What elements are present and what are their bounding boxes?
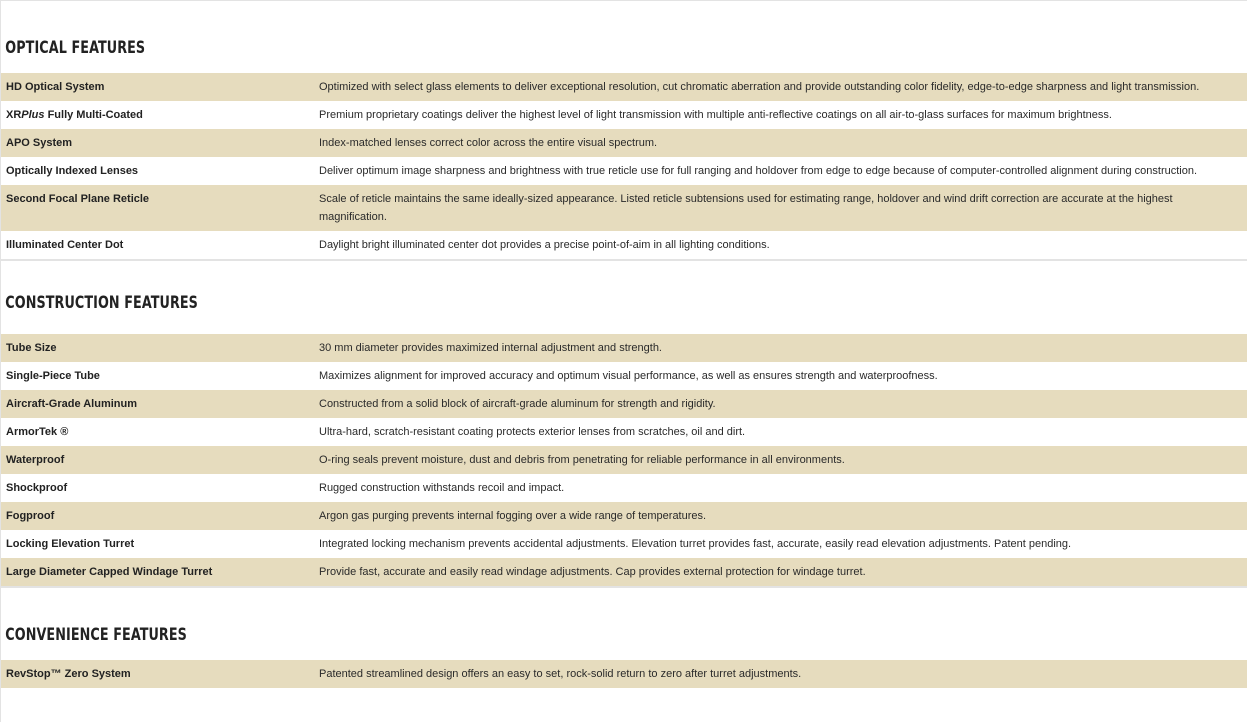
feature-description: Argon gas purging prevents internal fogging over a wide range of temperatures. — [314, 502, 1247, 530]
construction-features-table — [1, 334, 1247, 588]
feature-description: Rugged construction withstands recoil and impact. — [314, 474, 1247, 502]
table-row — [1, 530, 1247, 558]
convenience-features-table — [1, 660, 1247, 688]
table-row — [1, 390, 1247, 418]
feature-name-prefix: XR — [6, 109, 22, 121]
feature-description: Maximizes alignment for improved accuracy and optimum visual performance, as well as ensures strength and waterproofness. — [314, 362, 1247, 390]
feature-name: Second Focal Plane Reticle — [1, 185, 314, 231]
construction-features-section — [1, 261, 1247, 588]
feature-description: Ultra-hard, scratch-resistant coating protects exterior lenses from scratches, oil and dirt. — [314, 418, 1247, 446]
table-row — [1, 660, 1247, 688]
feature-name: Locking Elevation Turret — [1, 530, 314, 558]
feature-name: Shockproof — [1, 474, 314, 502]
feature-description: O-ring seals prevent moisture, dust and debris from penetrating for reliable performance in all environments. — [314, 446, 1247, 474]
table-row — [1, 362, 1247, 390]
section-title-convenience: CONVENIENCE FEATURES — [5, 625, 187, 644]
feature-name: Tube Size — [1, 334, 314, 362]
feature-name — [1, 101, 314, 129]
feature-description: Scale of reticle maintains the same ideally-sized appearance. Listed reticle subtensions used for estimating range, holdover and wind drift correction are accurate at the highest magnification. — [314, 185, 1247, 231]
section-title-construction: CONSTRUCTION FEATURES — [5, 293, 198, 312]
feature-name: Single-Piece Tube — [1, 362, 314, 390]
feature-name: Optically Indexed Lenses — [1, 157, 314, 185]
feature-name: ArmorTek ® — [1, 418, 314, 446]
table-row — [1, 418, 1247, 446]
feature-description: Provide fast, accurate and easily read windage adjustments. Cap provides external protection for windage turret. — [314, 558, 1247, 587]
feature-name: Large Diameter Capped Windage Turret — [1, 558, 314, 587]
optical-features-section — [1, 1, 1247, 261]
table-row — [1, 446, 1247, 474]
table-row — [1, 157, 1247, 185]
feature-name-italic: Plus — [21, 109, 45, 121]
feature-name: RevStop™ Zero System — [1, 660, 314, 688]
convenience-features-section — [1, 588, 1247, 688]
feature-description: Integrated locking mechanism prevents accidental adjustments. Elevation turret provides fast, accurate, easily read elevation adjustments. Patent pending. — [314, 530, 1247, 558]
feature-name: APO System — [1, 129, 314, 157]
feature-description: Patented streamlined design offers an easy to set, rock-solid return to zero after turret adjustments. — [314, 660, 1247, 688]
feature-description: Constructed from a solid block of aircraft-grade aluminum for strength and rigidity. — [314, 390, 1247, 418]
table-row — [1, 334, 1247, 362]
feature-description: Premium proprietary coatings deliver the highest level of light transmission with multiple anti-reflective coatings on all air-to-glass surfaces for maximum brightness. — [314, 101, 1247, 129]
feature-name: Fogproof — [1, 502, 314, 530]
feature-name-suffix: Fully Multi-Coated — [44, 109, 143, 121]
table-row — [1, 474, 1247, 502]
feature-name: Aircraft-Grade Aluminum — [1, 390, 314, 418]
table-row — [1, 101, 1247, 129]
feature-description: Optimized with select glass elements to deliver exceptional resolution, cut chromatic aberration and provide outstanding color fidelity, edge-to-edge sharpness and light transmission. — [314, 73, 1247, 101]
feature-description: Deliver optimum image sharpness and brightness with true reticle use for full ranging and holdover from edge to edge because of computer-controlled alignment during construction. — [314, 157, 1247, 185]
section-title-optical: OPTICAL FEATURES — [5, 38, 146, 57]
feature-description: Daylight bright illuminated center dot provides a precise point-of-aim in all lighting conditions. — [314, 231, 1247, 260]
table-row — [1, 558, 1247, 587]
table-row — [1, 231, 1247, 260]
table-row — [1, 185, 1247, 231]
feature-name: Waterproof — [1, 446, 314, 474]
table-row — [1, 73, 1247, 101]
table-row — [1, 129, 1247, 157]
feature-name: HD Optical System — [1, 73, 314, 101]
feature-description: Index-matched lenses correct color across the entire visual spectrum. — [314, 129, 1247, 157]
feature-name: Illuminated Center Dot — [1, 231, 314, 260]
optical-features-table — [1, 73, 1247, 261]
table-row — [1, 502, 1247, 530]
feature-description: 30 mm diameter provides maximized internal adjustment and strength. — [314, 334, 1247, 362]
